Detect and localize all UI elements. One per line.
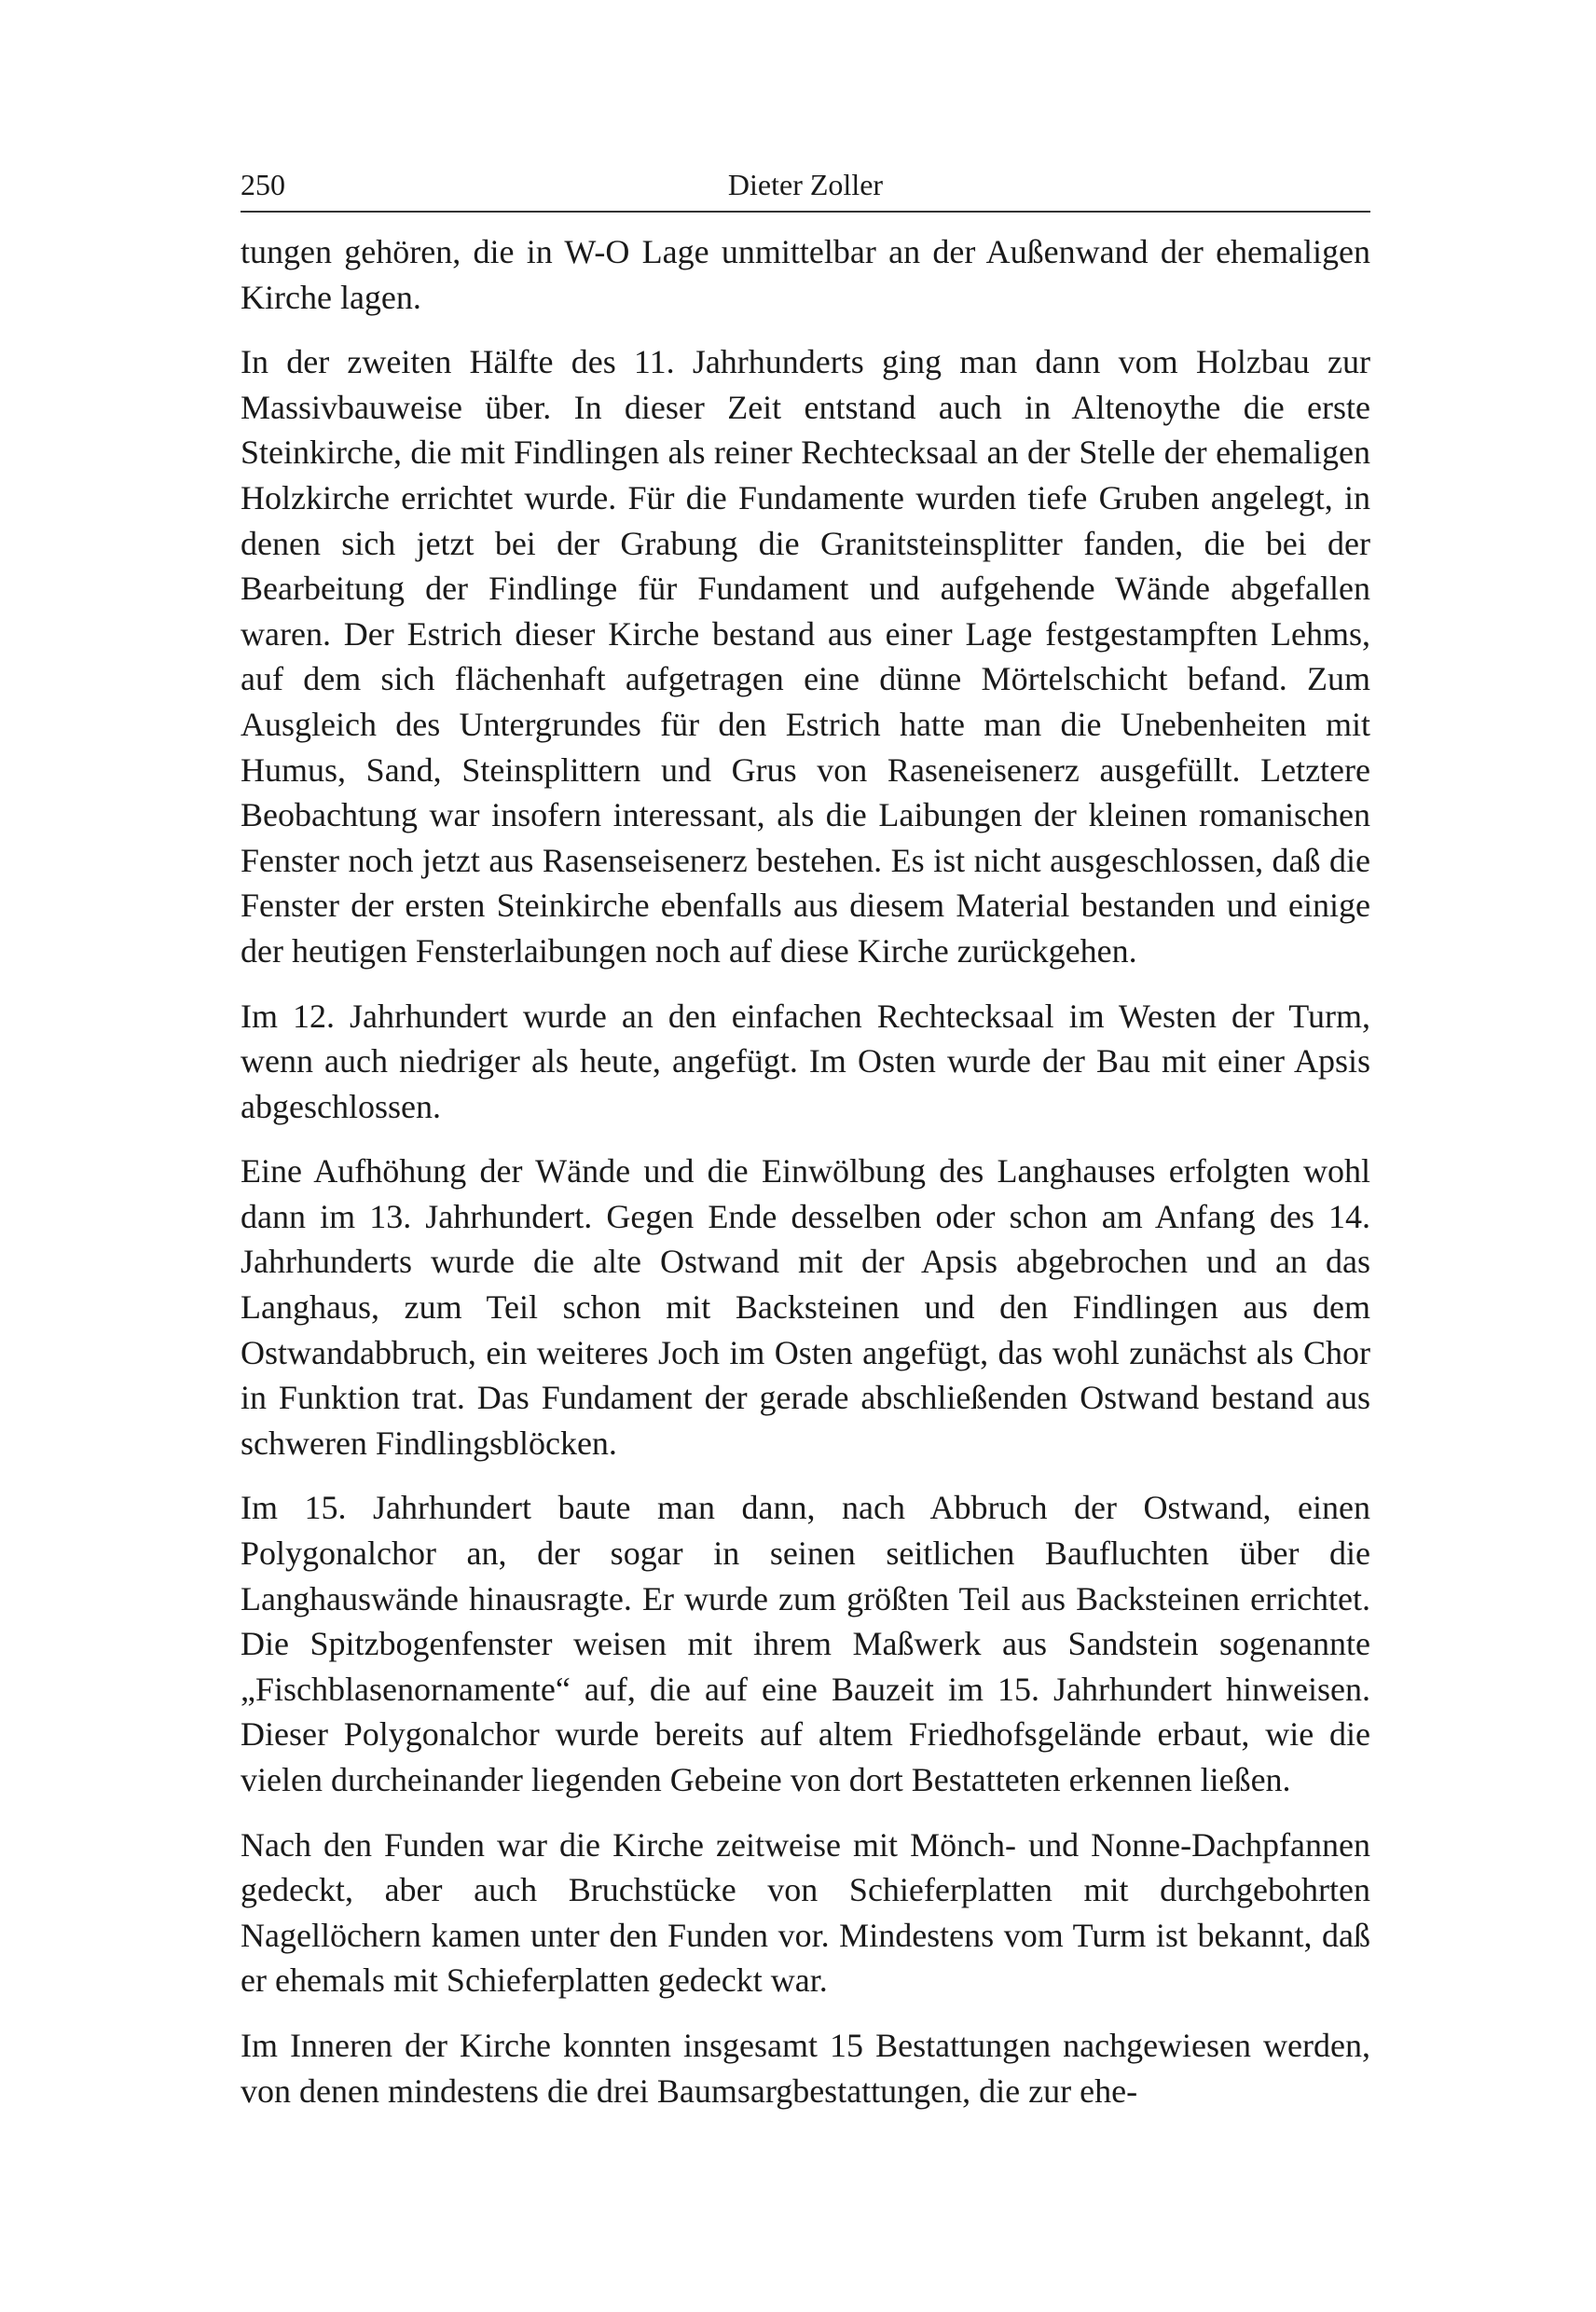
book-page (241, 158, 1370, 2247)
page-number: 250 (241, 168, 285, 201)
paragraph-7: Im Inneren der Kirche konnten insgesamt 15 Bestattungen nachgewiesen werden, von denen mindestens die drei Baumsargbestattungen, die zur ehe- (241, 2026, 1370, 2110)
running-head-author: Dieter Zoller (727, 168, 884, 201)
paragraph-3: Im 12. Jahrhundert wurde an den einfachen Rechtecksaal im Westen der Turm, wenn auch niedriger als heute, angefügt. Im Osten wurde der Bau mit einer Apsis abgeschlossen. (241, 997, 1370, 1125)
page-header (241, 158, 1370, 213)
body-text (241, 229, 1370, 2113)
paragraph-1: tungen gehören, die in W-O Lage unmittelbar an der Außenwand der ehemaligen Kirche lagen. (241, 233, 1370, 316)
paragraph-6: Nach den Funden war die Kirche zeitweise mit Mönch- und Nonne-Dachpfannen gedeckt, aber auch Bruchstücke von Schieferplatten mit durchgebohrten Nagellöchern kamen unter den Funden vor. Mindestens vom Turm ist bekannt, daß er ehemals mit Schieferplatten gedeckt war. (241, 1825, 1370, 2000)
paragraph-2: In der zweiten Hälfte des 11. Jahrhunderts ging man dann vom Holzbau zur Massivbauweise über. In dieser Zeit entstand auch in Altenoythe die erste Steinkirche, die mit Findlingen als reiner Rechtecksaal an der Stelle der ehemaligen Holzkirche errichtet wurde. Für die Fundamente wurden tiefe Gruben angelegt, in denen sich jetzt bei der Grabung die Granitsteinsplitter fanden, die bei der Bearbeitung der Findlinge für Fundament und aufgehende Wände abgefallen waren. Der Estrich dieser Kirche bestand aus einer Lage festgestampften Lehms, auf dem sich flächenhaft aufgetragen eine dünne Mörtelschicht befand. Zum Ausgleich des Untergrundes für den Estrich hatte man die Unebenheiten mit Humus, Sand, Steinsplittern und Grus von Raseneisenerz ausgefüllt. Letztere Beobachtung war insofern interessant, als die Laibungen der kleinen romanischen Fenster noch jetzt aus Rasenseisenerz bestehen. Es ist nicht ausgeschlossen, daß die Fenster der ersten Steinkirche ebenfalls aus diesem Material bestanden und einige der heutigen Fensterlaibungen noch auf diese Kirche zurückgehen. (241, 343, 1370, 970)
paragraph-5: Im 15. Jahrhundert baute man dann, nach Abbruch der Ostwand, einen Polygonalchor an, der sogar in seinen seitlichen Baufluchten über die Langhauswände hinausragte. Er wurde zum größten Teil aus Backsteinen errichtet. Die Spitzbogenfenster weisen mit ihrem Maßwerk aus Sandstein sogenannte „Fischblasenornamente“ auf, die auf eine Bauzeit im 15. Jahrhundert hinweisen. Dieser Polygonalchor wurde bereits auf altem Friedhofsgelände erbaut, wie die vielen durcheinander liegenden Gebeine von dort Bestatteten erkennen ließen. (241, 1489, 1370, 1798)
paragraph-4: Eine Aufhöhung der Wände und die Einwölbung des Langhauses erfolgten wohl dann im 13. Jahrhundert. Gegen Ende desselben oder schon am Anfang des 14. Jahrhunderts wurde die alte Ostwand mit der Apsis abgebrochen und an das Langhaus, zum Teil schon mit Backsteinen und den Findlingen aus dem Ostwandabbruch, ein weiteres Joch im Osten angefügt, das wohl zunächst als Chor in Funktion trat. Das Fundament der gerade abschließenden Ostwand bestand aus schweren Findlingsblöcken. (241, 1152, 1370, 1462)
